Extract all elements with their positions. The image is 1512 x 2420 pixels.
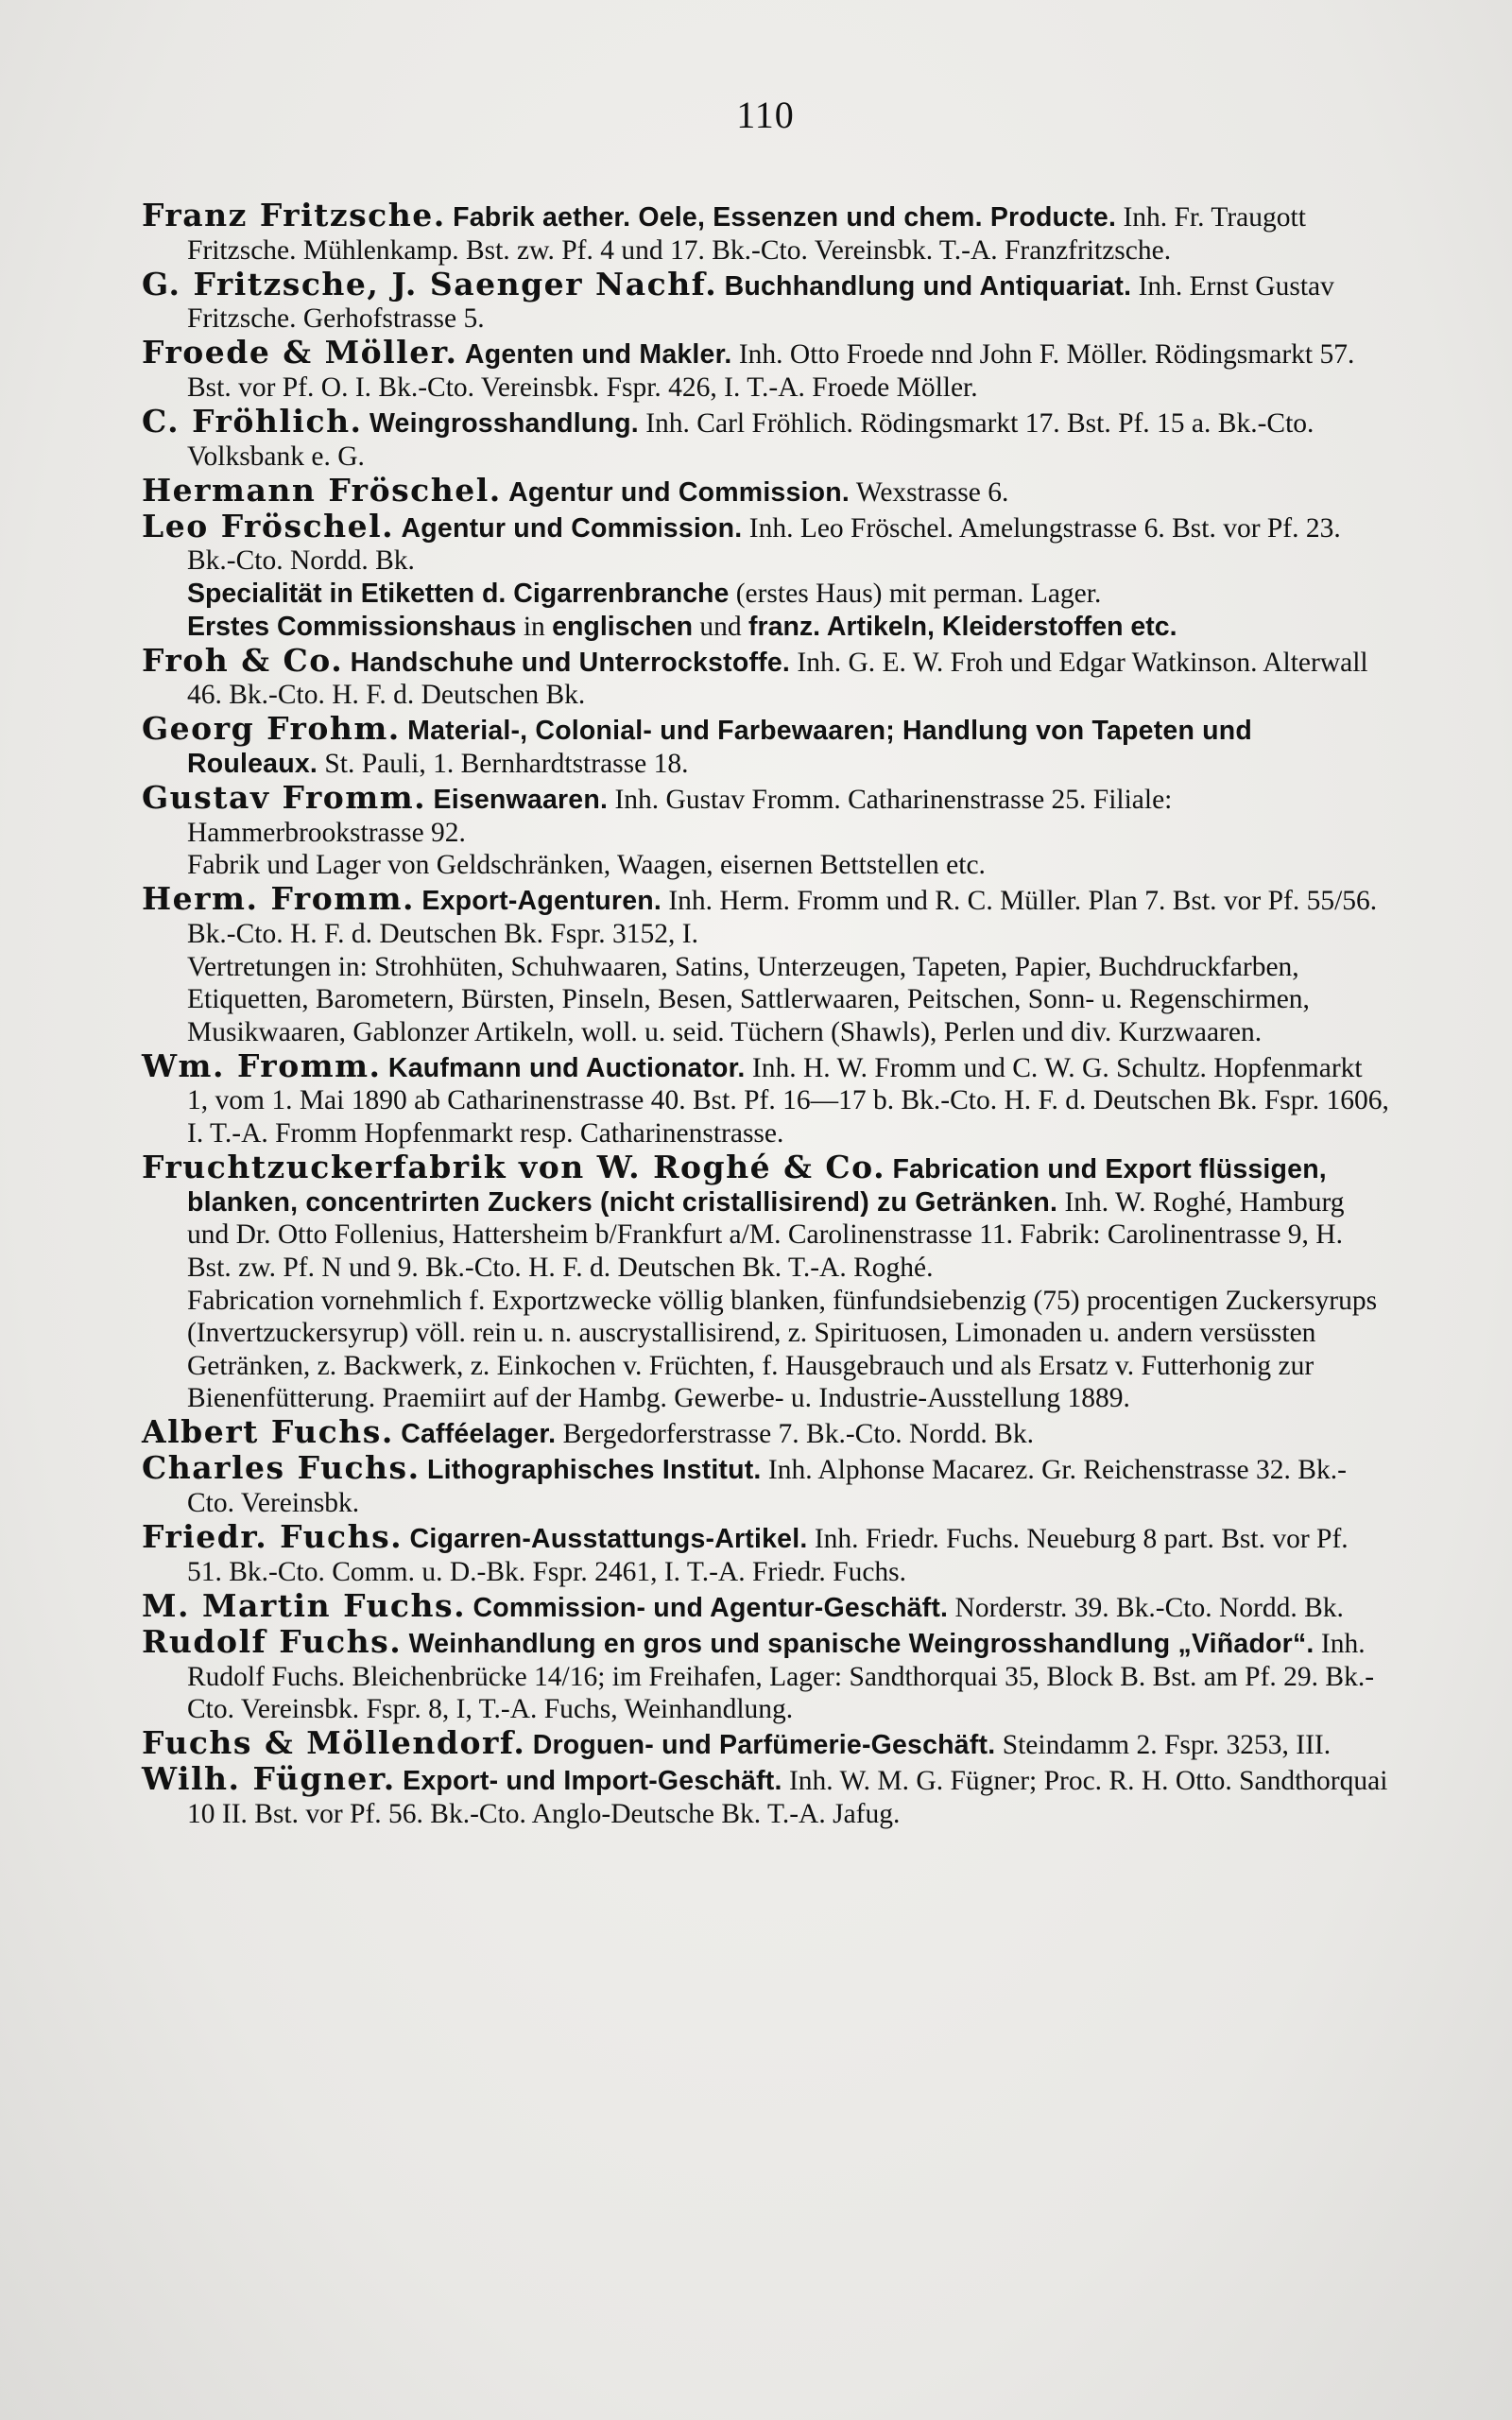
entry-business: Material-, Colonial- und Farbewaaren; Handlung von Tapeten und Rouleaux.	[187, 716, 1253, 779]
entry-specialty-2	[187, 611, 1389, 644]
directory-entry	[142, 1151, 1389, 1415]
entry-name: Albert Fuchs.	[142, 1413, 394, 1451]
specialty-bold-text: franz. Artikeln, Kleiderstoffen etc.	[748, 611, 1177, 642]
directory-entries	[142, 199, 1389, 1831]
entry-business: Fabrication und Export flüssigen, blanken, concentrirten Zuckers (nicht cristallisirend) zu Getränken.	[187, 1154, 1327, 1218]
directory-entry	[142, 199, 1389, 267]
directory-entry	[142, 265, 1389, 336]
specialty-bold-text: englischen	[552, 611, 694, 642]
entry-details: Steindamm 2. Fspr. 3253, III.	[1002, 1730, 1332, 1761]
directory-entry	[142, 1724, 1389, 1762]
specialty-bold-text: Erstes Commissionshaus	[187, 611, 517, 642]
entry-business: Eisenwaaren.	[433, 785, 609, 816]
directory-entry	[142, 1518, 1389, 1588]
entry-details: Inh. Ernst Gustav Fritzsche. Gerhofstrasse 5.	[187, 270, 1334, 335]
entry-name: Friedr. Fuchs.	[142, 1518, 404, 1556]
specialty-bold-text: Specialität in Etiketten d. Cigarrenbranche	[187, 579, 730, 610]
entry-business: Agentur und Commission.	[508, 476, 850, 508]
entry-details: Inh. Leo Fröschel. Amelungstrasse 6. Bst. vor Pf. 23. Bk.-Cto. Nordd. Bk.	[187, 512, 1341, 577]
entry-name: Froh & Co.	[142, 641, 344, 679]
entry-business: Kaufmann und Auctionator.	[387, 1052, 746, 1083]
entry-name: Froede & Möller.	[142, 334, 458, 372]
entry-business: Commission- und Agentur-Geschäft.	[472, 1592, 949, 1623]
entry-note: Fabrik und Lager von Geldschränken, Waagen, eisernen Bettstellen etc.	[187, 850, 986, 881]
entry-business: Export- und Import-Geschäft.	[403, 1766, 782, 1797]
entry-details: Inh. Carl Fröhlich. Rödingsmarkt 17. Bst. Pf. 15 a. Bk.-Cto. Volksbank e. G.	[187, 408, 1314, 472]
entry-business: Weingrosshandlung.	[369, 408, 639, 440]
entry-business: Agenten und Makler.	[464, 339, 732, 371]
directory-entry	[142, 880, 1389, 1048]
page-number: 110	[736, 94, 795, 136]
entry-name: Rudolf Fuchs.	[142, 1622, 403, 1660]
entry-business: Weinhandlung en gros und spanische Weingrosshandlung „Viñador“.	[408, 1628, 1314, 1659]
entry-name: M. Martin Fuchs.	[142, 1586, 467, 1624]
entry-details: Inh. Fr. Traugott Fritzsche. Mühlenkamp. Bst. zw. Pf. 4 und 17. Bk.-Cto. Vereinsbk. T.-A. Franzfritzsche.	[187, 202, 1306, 266]
entry-note: Vertretungen in: Strohhüten, Schuhwaaren, Satins, Unterzeugen, Tapeten, Papier, Buchdruckfarben, Etiquetten, Barometern, Bürsten, Pinseln, Besen, Sattlerwaaren, Peitschen, Sonn- u. Regenschirmen, Musikwaaren, Gablonzer Artikeln, woll. u. seid. Tüchern (Shawls), Perlen und div. Kurzwaaren.	[187, 951, 1310, 1047]
entry-details: Inh. Alphonse Macarez. Gr. Reichenstrasse 32. Bk.-Cto. Vereinsbk.	[187, 1455, 1347, 1519]
entry-details: Inh. Friedr. Fuchs. Neueburg 8 part. Bst. vor Pf. 51. Bk.-Cto. Comm. u. D.-Bk. Fspr. 2461, I. T.-A. Friedr. Fuchs.	[187, 1524, 1349, 1587]
entry-name: Wilh. Fügner.	[142, 1760, 396, 1798]
specialty-text: und	[693, 611, 749, 642]
entry-details: Inh. W. Roghé, Hamburg und Dr. Otto Follenius, Hattersheim b/Frankfurt a/M. Carolinenstrasse 11. Fabrik: Carolinentrasse 9, H. Bst. zw. Pf. N und 9. Bk.-Cto. H. F. d. Deutschen Bk. T.-A. Roghé.	[187, 1186, 1345, 1283]
entry-details: Norderstr. 39. Bk.-Cto. Nordd. Bk.	[954, 1592, 1344, 1623]
specialty-text: (erstes Haus) mit perman. Lager.	[729, 579, 1102, 610]
directory-entry	[142, 1760, 1389, 1830]
entry-name: Herm. Fromm.	[142, 880, 416, 918]
entry-details: Inh. Gustav Fromm. Catharinenstrasse 25. Filiale: Hammerbrookstrasse 92.	[187, 785, 1173, 848]
entry-name: Hermann Fröschel.	[142, 471, 502, 509]
directory-entry	[142, 779, 1389, 882]
entry-details: Inh. Otto Froede nnd John F. Möller. Rödingsmarkt 57. Bst. vor Pf. O. I. Bk.-Cto. Vereinsbk. Fspr. 426, I. T.-A. Froede Möller.	[187, 339, 1355, 403]
entry-business: Buchhandlung und Antiquariat.	[724, 270, 1132, 302]
specialty-text: in	[516, 611, 553, 642]
directory-entry	[142, 1449, 1389, 1519]
entry-specialty	[187, 578, 1389, 611]
entry-name: Gustav Fromm.	[142, 779, 427, 817]
directory-entry	[142, 710, 1389, 780]
entry-name: Georg Frohm.	[142, 710, 401, 748]
directory-entry	[142, 1622, 1389, 1726]
directory-entry	[142, 1586, 1389, 1625]
entry-name: Fruchtzuckerfabrik von W. Roghé & Co.	[142, 1149, 886, 1186]
entry-details: Bergedorferstrasse 7. Bk.-Cto. Nordd. Bk.	[562, 1419, 1034, 1450]
entry-name: G. Fritzsche, J. Saenger Nachf.	[142, 265, 718, 302]
entry-business: Droguen- und Parfümerie-Geschäft.	[532, 1730, 996, 1761]
entry-name: Fuchs & Möllendorf.	[142, 1724, 526, 1762]
entry-name: Wm. Fromm.	[142, 1046, 382, 1084]
entry-business: Cigarren-Ausstattungs-Artikel.	[409, 1524, 808, 1555]
entry-name: Leo Fröschel.	[142, 507, 395, 544]
entry-business: Handschuhe und Unterrockstoffe.	[350, 647, 790, 678]
entry-business: Export-Agenturen.	[421, 886, 662, 917]
entry-details: Inh. Herm. Fromm und R. C. Müller. Plan 7. Bst. vor Pf. 55/56. Bk.-Cto. H. F. d. Deutschen Bk. Fspr. 3152, I.	[187, 886, 1378, 949]
entry-business: Agentur und Commission.	[401, 512, 743, 544]
entry-details: Inh. W. M. G. Fügner; Proc. R. H. Otto. Sandthorquai 10 II. Bst. vor Pf. 56. Bk.-Cto. Anglo-Deutsche Bk. T.-A. Jafug.	[187, 1766, 1388, 1829]
entry-details: Wexstrasse 6.	[855, 476, 1009, 508]
directory-entry	[142, 641, 1389, 712]
entry-business: Fabrik aether. Oele, Essenzen und chem. Producte.	[453, 202, 1117, 233]
entry-details: St. Pauli, 1. Bernhardtstrasse 18.	[324, 749, 689, 779]
directory-entry	[142, 507, 1389, 643]
entry-note: Fabrication vornehmlich f. Exportzwecke völlig blanken, fünfundsiebenzig (75) procentigen Zuckersyrups (Invertzuckersyrup) völl. rein u. n. auscrystallisirend, z. Spirituosen, Limonaden u. andern versüssten Getränken, z. Backwerk, z. Einkochen v. Früchten, f. Hausgebrauch und als Ersatz v. Futterhonig zur Bienenfütterung. Praemiirt auf der Hambg. Gewerbe- u. Industrie-Ausstellung 1889.	[187, 1285, 1378, 1414]
entry-details: Inh. G. E. W. Froh und Edgar Watkinson. Alterwall 46. Bk.-Cto. H. F. d. Deutschen Bk.	[187, 647, 1368, 711]
directory-entry	[142, 334, 1389, 404]
entry-name: C. Fröhlich.	[142, 403, 363, 441]
entry-name: Charles Fuchs.	[142, 1449, 421, 1487]
entry-business: Cafféelager.	[401, 1419, 557, 1450]
directory-entry	[142, 471, 1389, 510]
entry-name: Franz Fritzsche.	[142, 197, 446, 233]
directory-entry	[142, 403, 1389, 473]
entry-business: Lithographisches Institut.	[427, 1455, 762, 1486]
directory-entry	[142, 1413, 1389, 1451]
entry-details: Inh. Rudolf Fuchs. Bleichenbrücke 14/16; im Freihafen, Lager: Sandthorquai 35, Block B. Bst. am Pf. 29. Bk.-Cto. Vereinsbk. Fspr. 8, I, T.-A. Fuchs, Weinhandlung.	[187, 1628, 1375, 1725]
directory-entry	[142, 1046, 1389, 1150]
entry-details: Inh. H. W. Fromm und C. W. G. Schultz. Hopfenmarkt 1, vom 1. Mai 1890 ab Catharinenstrasse 40. Bst. Pf. 16—17 b. Bk.-Cto. H. F. d. Deutschen Bk. Fspr. 1606, I. T.-A. Fromm Hopfenmarkt resp. Catharinenstrasse.	[187, 1052, 1389, 1150]
